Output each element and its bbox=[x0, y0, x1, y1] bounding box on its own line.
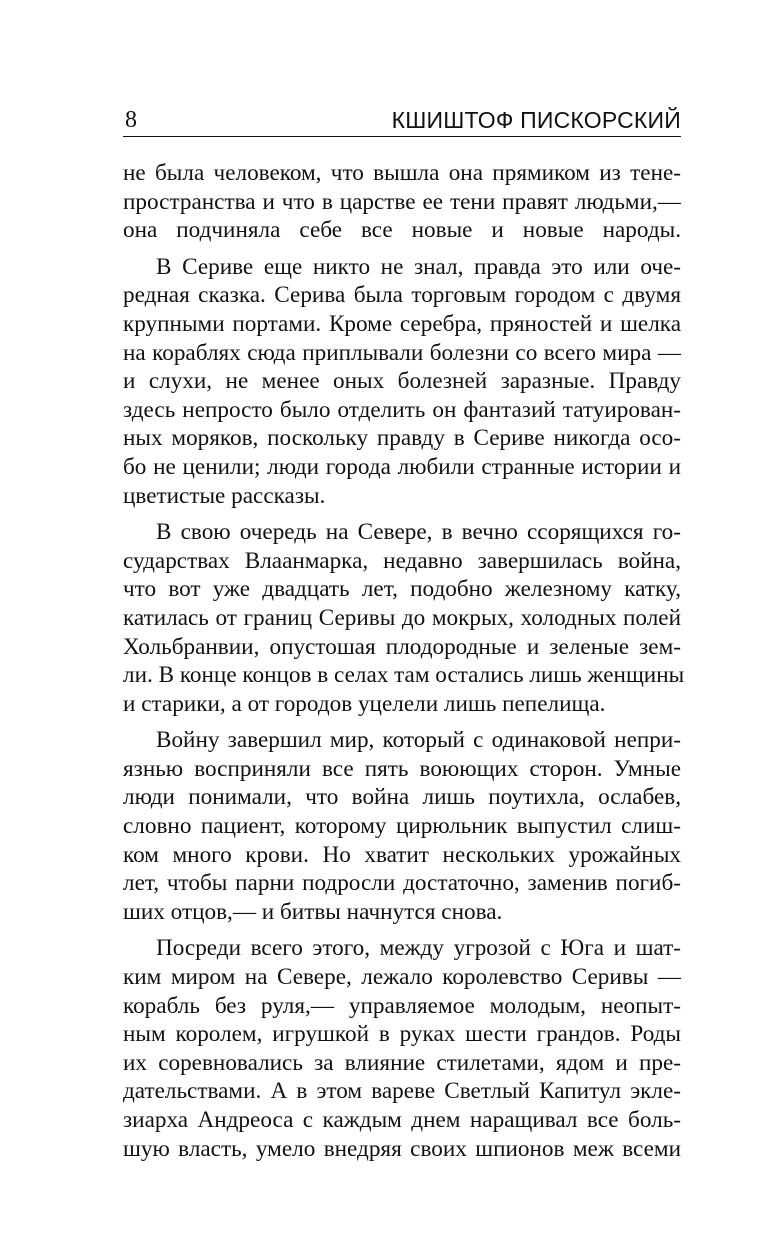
text-line: Войну завершил мир, который с одинаковой непри- bbox=[156, 727, 681, 754]
paragraph-1 bbox=[123, 159, 681, 245]
paragraph-2 bbox=[123, 253, 681, 510]
text-line: зиарха Андреоса с каждым днем наращивал все боль- bbox=[123, 1107, 681, 1133]
running-header bbox=[123, 96, 681, 137]
text-line: В Сериве еще никто не знал, правда это или оче- bbox=[156, 253, 681, 280]
text-line: Посреди всего этого, между угрозой с Юга и шат- bbox=[156, 935, 681, 962]
author-name: КШИШТОФ ПИСКОРСКИЙ bbox=[391, 107, 681, 133]
text-line: крупными портами. Кроме серебра, пряностей и шелка bbox=[123, 310, 681, 337]
text-line: на кораблях сюда приплывали болезни со всего мира — bbox=[123, 339, 681, 366]
text-line: не была человеком, что вышла она прямиком из тене- bbox=[123, 160, 681, 186]
text-line: цветистые рассказы. bbox=[123, 482, 326, 509]
text-line: ли. В конце концов в селах там остались лишь женщины bbox=[123, 662, 685, 689]
text-line: и слухи, не менее оных болезней заразные. Правду bbox=[123, 368, 681, 395]
text-line: сударствах Влаанмарка, недавно завершилась война, bbox=[123, 547, 681, 574]
text-line: ким миром на Севере, лежало королевство Серивы — bbox=[123, 964, 681, 991]
text-line: пространства и что в царстве ее тени правят людьми,— bbox=[123, 188, 681, 215]
text-line: бо не ценили; люди города любили странные истории и bbox=[123, 453, 681, 480]
text-line: шую власть, умело внедряя своих шпионов меж всеми bbox=[123, 1135, 681, 1162]
text-line: корабль без руля,— управляемое молодым, неопыт- bbox=[123, 992, 681, 1019]
text-line: язнью восприняли все пять воюющих сторон. Умные bbox=[123, 755, 681, 782]
text-line: В свою очередь на Севере, в вечно ссорящихся го- bbox=[156, 519, 681, 546]
text-line: редная сказка. Серива была торговым городом с двумя bbox=[123, 282, 681, 309]
book-page bbox=[123, 96, 685, 1171]
text-line: ших отцов,— и битвы начнутся снова. bbox=[123, 898, 503, 925]
text-line: их соревновались за влияние стилетами, ядом и пре- bbox=[123, 1049, 681, 1076]
text-line: здесь непросто было отделить он фантазий татуирован- bbox=[123, 396, 681, 423]
text-line: ных моряков, поскольку правду в Сериве никогда осо- bbox=[123, 425, 681, 452]
text-line: люди понимали, что война лишь поутихла, ослабев, bbox=[123, 784, 681, 811]
text-line: что вот уже двадцать лет, подобно железному катку, bbox=[123, 576, 681, 603]
page-number: 8 bbox=[125, 107, 137, 133]
text-line: словно пациент, которому цирюльник выпустил слиш- bbox=[123, 813, 681, 840]
text-line: катилась от границ Серивы до мокрых, холодных полей bbox=[123, 604, 681, 631]
text-line: Хольбранвии, опустошая плодородные и зеленые зем- bbox=[123, 633, 681, 660]
paragraph-4 bbox=[123, 726, 681, 926]
text-line: дательствами. А в этом вареве Светлый Капитул экле- bbox=[123, 1078, 681, 1105]
paragraph-5 bbox=[123, 934, 681, 1163]
text-line: ным королем, игрушкой в руках шести грандов. Роды bbox=[123, 1021, 681, 1048]
text-line: лет, чтобы парни подросли достаточно, заменив погиб- bbox=[123, 870, 681, 897]
text-line: ком много крови. Но хватит нескольких урожайных bbox=[123, 841, 681, 868]
paragraph-3 bbox=[123, 518, 685, 718]
body-text bbox=[123, 159, 685, 1163]
text-line: и старики, а от городов уцелели лишь пепелища. bbox=[123, 690, 606, 717]
text-line: она подчиняла себе все новые и новые народы. bbox=[123, 217, 681, 244]
